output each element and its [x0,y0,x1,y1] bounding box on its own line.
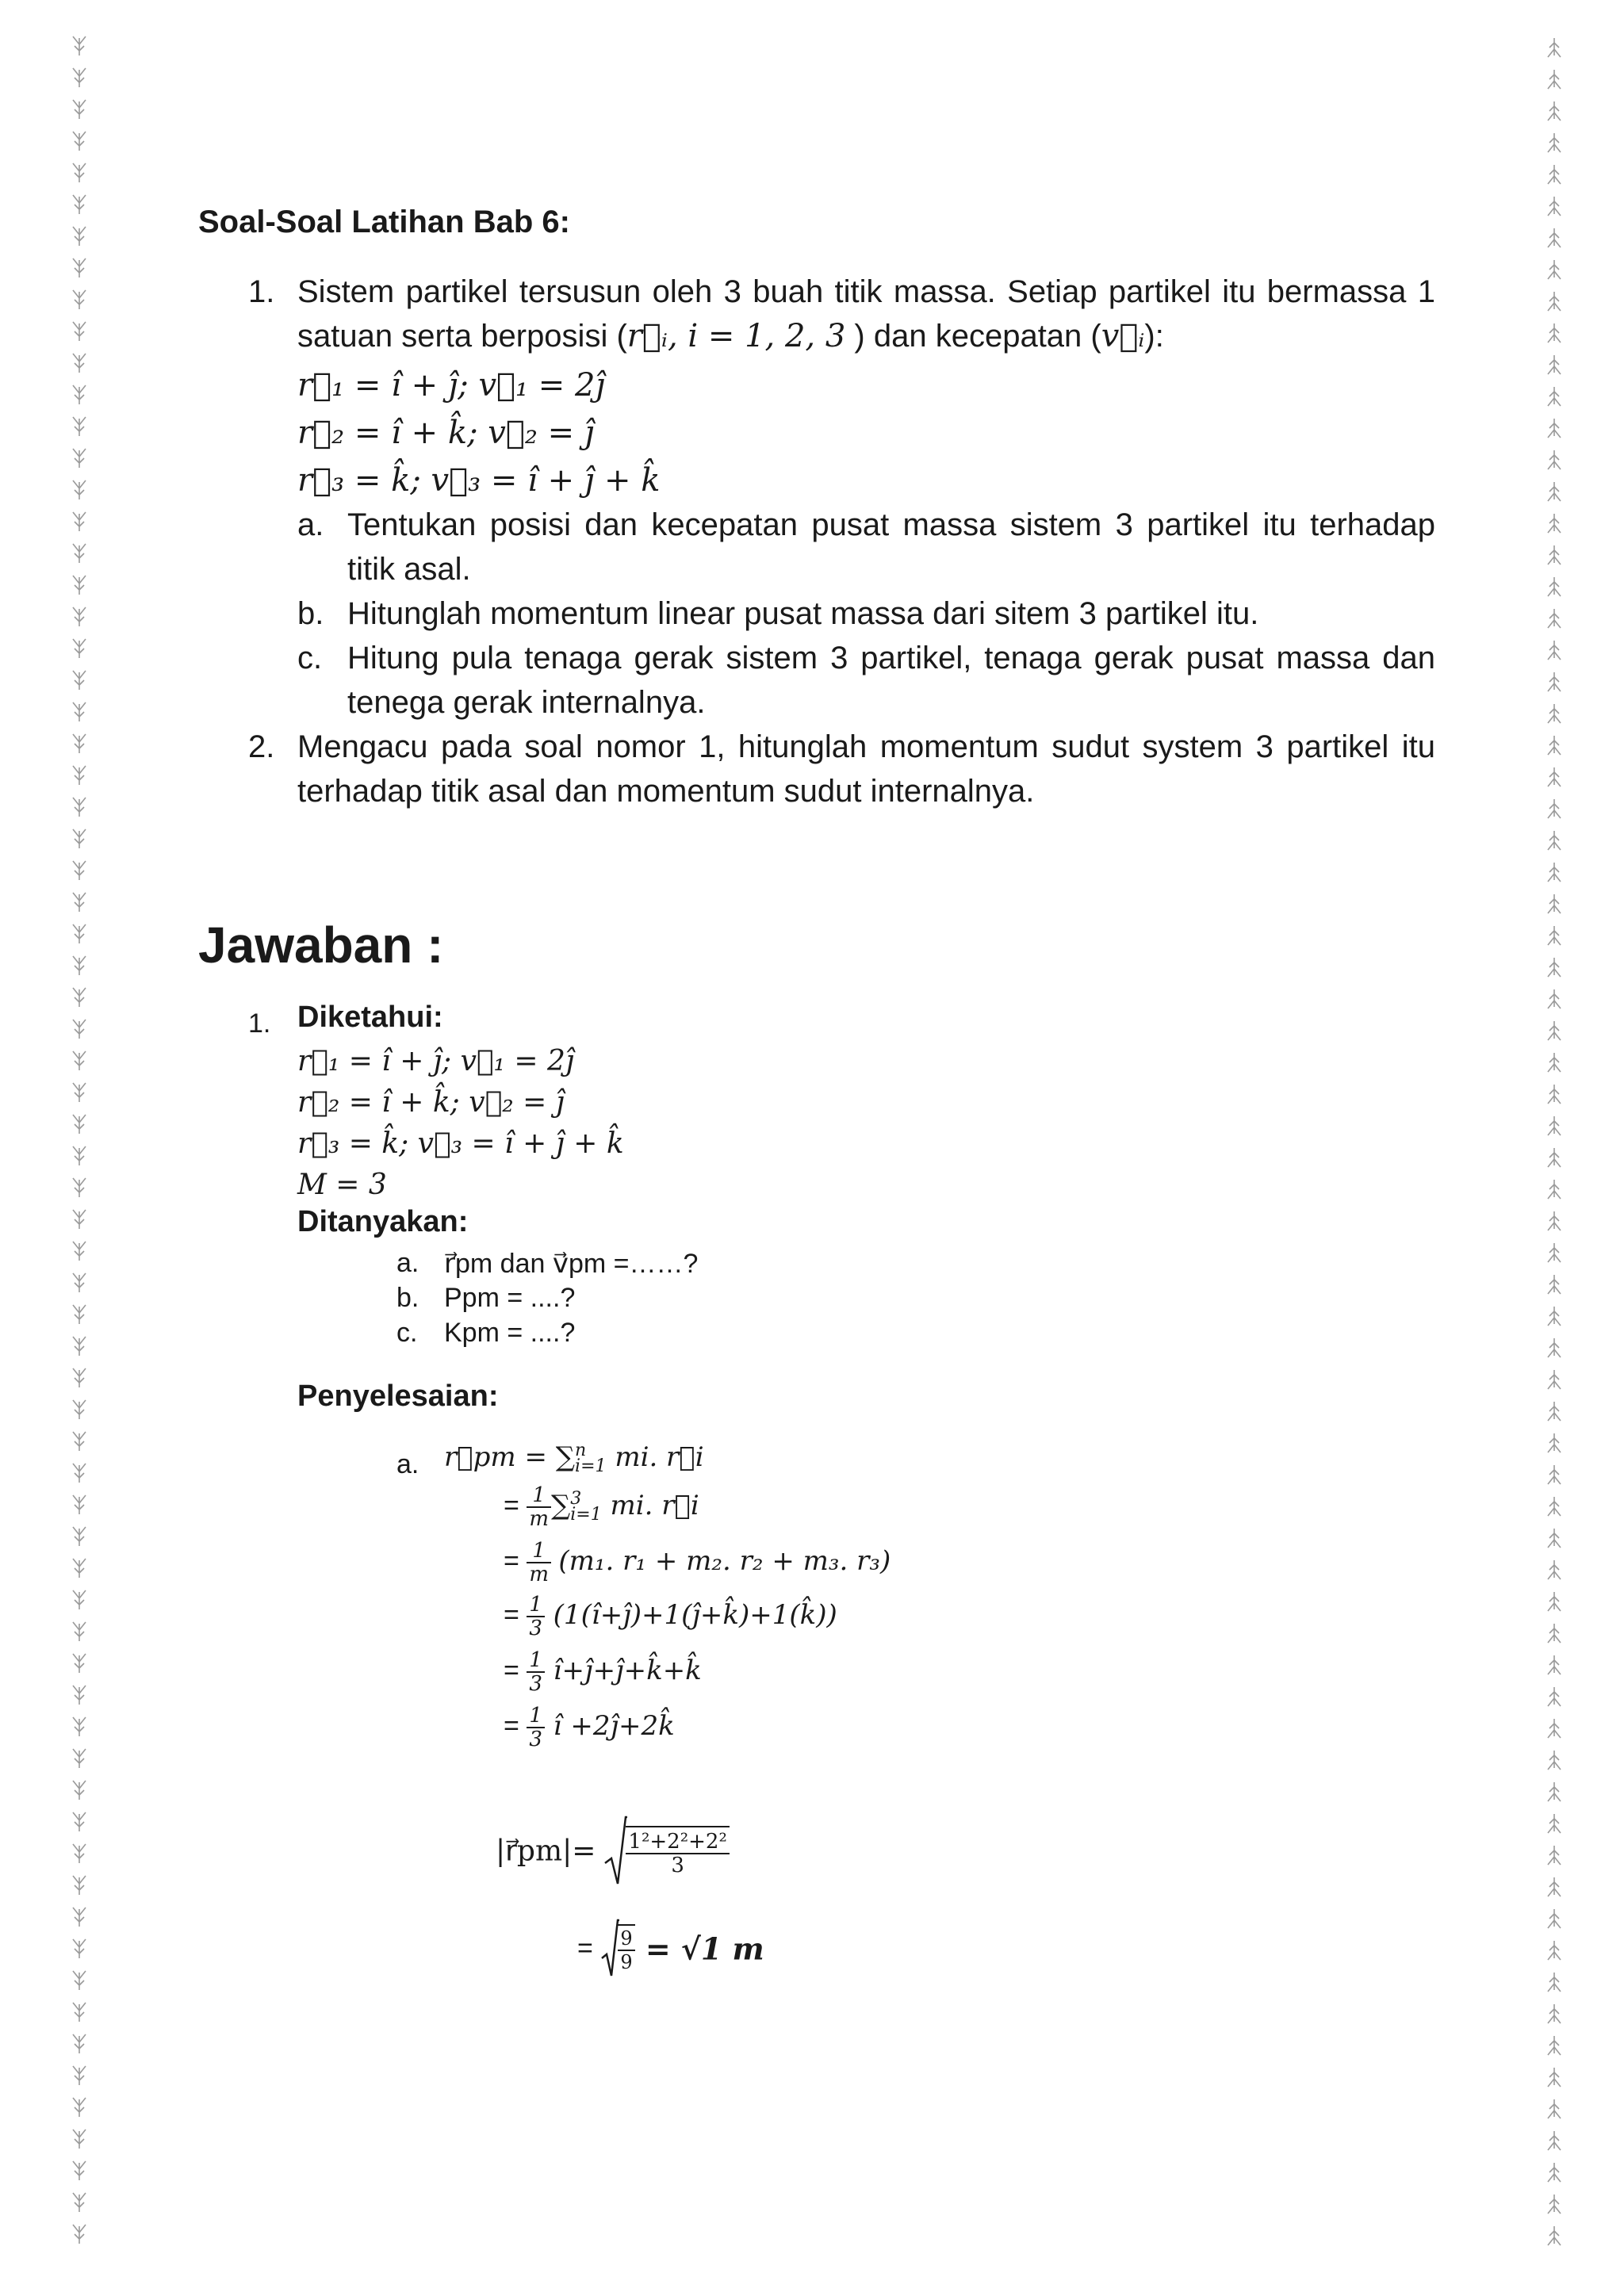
solution-step-5: = $\frac{1}{3}$ î+ĵ+ĵ+k̂+k̂ [504,1648,702,1696]
solution-step-2: = $\frac{1}{m}$ ∑ 3 i=1 mi. r⃗i [504,1483,699,1531]
list-item: r⃗pm dan v⃗pm =……? [444,1249,699,1279]
ornament-sprig-icon [73,1051,86,1070]
ornament-sprig-icon [1548,482,1561,501]
ornament-sprig-icon [73,1812,86,1831]
ornament-sprig-icon [1548,2068,1561,2087]
ornament-sprig-icon [1548,260,1561,279]
ornament-sprig-icon [73,576,86,595]
ornament-sprig-icon [1548,323,1561,342]
ornament-sprig-icon [1548,165,1561,184]
sqrt-icon [603,1816,627,1887]
ornament-sprig-icon [73,734,86,753]
ornament-sprig-icon [1548,863,1561,882]
ornament-sprig-icon [73,1559,86,1578]
ornament-sprig-icon [73,100,86,119]
ornament-sprig-icon [73,36,86,55]
ornament-sprig-icon [73,163,86,182]
ornament-sprig-icon [1548,894,1561,913]
ornament-sprig-icon [73,1876,86,1895]
ornament-sprig-icon [1548,1846,1561,1865]
sub-item-label-b: b. [297,596,324,631]
right-ornament-border [1538,32,1570,2264]
ornament-sprig-icon [73,956,86,975]
ornament-sprig-icon [1548,799,1561,818]
ornament-sprig-icon [73,1178,86,1197]
ornament-sprig-icon [73,1083,86,1102]
ornament-sprig-icon [1548,1973,1561,1992]
ornament-sprig-icon [73,68,86,87]
ornament-sprig-icon [1548,2004,1561,2023]
question-text-line2: terhadap titik asal dan momentum sudut internalnya. [297,774,1035,809]
equation-r3: r⃗₃ = k̂; v⃗₃ = î + ĵ + k̂ [297,462,661,499]
ornament-sprig-icon [1548,2226,1561,2245]
solution-step-4: = $\frac{1}{3}$ (1(î+ĵ)+1(ĵ+k̂)+1(k̂)) [504,1593,837,1640]
ornament-sprig-icon [1548,2131,1561,2150]
ornament-sprig-icon [73,195,86,214]
ornament-sprig-icon [73,1844,86,1863]
known-equation-2: r⃗₂ = î + k̂; v⃗₂ = ĵ [297,1086,565,1119]
ornament-sprig-icon [73,544,86,563]
ornament-sprig-icon [1548,767,1561,786]
exercise-heading: Soal-Soal Latihan Bab 6: [198,205,570,239]
ornament-sprig-icon [1548,641,1561,660]
magnitude-equation: |r⃗pm|= $\frac{\text{1²+2²+2²}}{3}$ [496,1816,730,1887]
ornament-sprig-icon [1548,1592,1561,1611]
ornament-sprig-icon [73,1908,86,1927]
ornament-sprig-icon [1548,736,1561,755]
ornament-sprig-icon [1548,1053,1561,1072]
ornament-sprig-icon [1548,1243,1561,1262]
sub-item-a-text-line2: titik asal. [347,552,471,587]
sub-item-c-text: Hitung pula tenaga gerak sistem 3 partikel, tenaga gerak pusat massa dan [347,641,1435,675]
question-number: 1. [248,274,275,309]
ornament-sprig-icon [1548,989,1561,1008]
ornament-sprig-icon [1548,292,1561,311]
solution-label: Penyelesaian: [297,1380,499,1413]
ornament-sprig-icon [1548,1687,1561,1706]
ornament-sprig-icon [1548,101,1561,121]
ornament-sprig-icon [1548,609,1561,628]
ornament-sprig-icon [1548,1497,1561,1516]
sub-item-label-a: a. [297,507,324,542]
ornament-sprig-icon [1548,1560,1561,1579]
ornament-sprig-icon [1548,672,1561,691]
ornament-sprig-icon [1548,704,1561,723]
ornament-sprig-icon [73,2161,86,2180]
ornament-sprig-icon [73,322,86,341]
ornament-sprig-icon [73,449,86,468]
ornament-sprig-icon [1548,1338,1561,1357]
known-equation-3: r⃗₃ = k̂; v⃗₃ = î + ĵ + k̂ [297,1127,624,1160]
ornament-sprig-icon [1548,2195,1561,2214]
ornament-sprig-icon [73,798,86,817]
ornament-sprig-icon [1548,926,1561,945]
sqrt-icon [600,1919,619,1979]
ornament-sprig-icon [73,1781,86,1800]
ornament-sprig-icon [73,1242,86,1261]
ornament-sprig-icon [73,480,86,499]
ornament-sprig-icon [73,829,86,848]
ornament-sprig-icon [73,1432,86,1451]
ornament-sprig-icon [73,671,86,690]
ornament-sprig-icon [1548,1814,1561,1833]
ornament-sprig-icon [73,1749,86,1768]
sub-item-c-text-line2: tenega gerak internalnya. [347,685,706,720]
answer-number: 1. [248,1008,271,1039]
ornament-sprig-icon [73,258,86,277]
ornament-sprig-icon [73,766,86,785]
solution-step-6: = $\frac{1}{3}$ î +2ĵ+2k̂ [504,1704,675,1751]
solution-item-label: a. [396,1449,419,1479]
ornament-sprig-icon [73,1939,86,1958]
ornament-sprig-icon [73,1337,86,1356]
ornament-sprig-icon [73,2003,86,2022]
equation-r1: r⃗₁ = î + ĵ; v⃗₁ = 2ĵ [297,367,605,404]
ornament-sprig-icon [73,2034,86,2053]
ornament-sprig-icon [73,893,86,912]
ornament-sprig-icon [1548,1211,1561,1230]
question-text-line2: satuan serta berposisi (r⃗ᵢ, i = 1, 2, 3 ) dan kecepatan (v⃗ᵢ): [297,318,1164,354]
ornament-sprig-icon [73,702,86,721]
ornament-sprig-icon [73,924,86,943]
ornament-sprig-icon [1548,133,1561,152]
list-item: Kpm = ....? [444,1318,576,1348]
ornament-sprig-icon [1548,1307,1561,1326]
list-item-label: a. [396,1248,419,1278]
answer-heading: Jawaban : [198,916,444,974]
ornament-sprig-icon [1548,1275,1561,1294]
known-total-mass: M = 3 [297,1169,387,1201]
ornament-sprig-icon [73,1146,86,1165]
ornament-sprig-icon [73,227,86,246]
ornament-sprig-icon [73,1210,86,1229]
ornament-sprig-icon [73,1717,86,1736]
ornament-sprig-icon [1548,1624,1561,1643]
ornament-sprig-icon [1548,958,1561,977]
ornament-sprig-icon [73,417,86,436]
ornament-sprig-icon [73,1590,86,1609]
ornament-sprig-icon [1548,1148,1561,1167]
left-ornament-border [63,32,95,2264]
ornament-sprig-icon [1548,1909,1561,1928]
magnitude-result: = $\frac{9}{9}$ = √1 m [577,1919,764,1979]
left-ornament-icon [63,32,95,2264]
ornament-sprig-icon [73,607,86,626]
ornament-sprig-icon [1548,1370,1561,1389]
ornament-sprig-icon [1548,1655,1561,1674]
ornament-sprig-icon [1548,419,1561,438]
solution-step-1: r⃗pm = ∑ n i=1 mi. r⃗i [444,1441,704,1477]
ornament-sprig-icon [1548,1529,1561,1548]
ornament-sprig-icon [73,2193,86,2212]
ornament-sprig-icon [1548,450,1561,469]
ornament-sprig-icon [1548,1941,1561,1960]
ornament-sprig-icon [1548,1116,1561,1135]
ornament-sprig-icon [73,1971,86,1990]
asked-label: Ditanyakan: [297,1205,469,1238]
question-text: Sistem partikel tersusun oleh 3 buah titik massa. Setiap partikel itu bermassa 1 [297,274,1435,309]
ornament-sprig-icon [1548,355,1561,374]
ornament-sprig-icon [73,1368,86,1387]
ornament-sprig-icon [1548,545,1561,564]
ornament-sprig-icon [73,1464,86,1483]
ornament-sprig-icon [73,1495,86,1514]
ornament-sprig-icon [1548,514,1561,533]
ornament-sprig-icon [73,639,86,658]
ornament-sprig-icon [1548,1085,1561,1104]
sub-item-b-text: Hitunglah momentum linear pusat massa dari sitem 3 partikel itu. [347,596,1259,631]
ornament-sprig-icon [73,290,86,309]
ornament-sprig-icon [73,1622,86,1641]
ornament-sprig-icon [73,2225,86,2244]
ornament-sprig-icon [1548,1021,1561,1040]
equation-r2: r⃗₂ = î + k̂; v⃗₂ = ĵ [297,415,595,451]
ornament-sprig-icon [73,988,86,1007]
ornament-sprig-icon [1548,831,1561,850]
ornament-sprig-icon [1548,228,1561,247]
ornament-sprig-icon [73,354,86,373]
ornament-sprig-icon [73,1686,86,1705]
ornament-sprig-icon [1548,2163,1561,2182]
ornament-sprig-icon [1548,387,1561,406]
ornament-sprig-icon [73,1400,86,1419]
ornament-sprig-icon [73,1527,86,1546]
list-item-label: b. [396,1283,419,1313]
list-item-label: c. [396,1318,418,1348]
ornament-sprig-icon [73,1273,86,1292]
ornament-sprig-icon [1548,1180,1561,1199]
ornament-sprig-icon [73,1305,86,1324]
ornament-sprig-icon [1548,1465,1561,1484]
ornament-sprig-icon [1548,2036,1561,2055]
question-text: Mengacu pada soal nomor 1, hitunglah momentum sudut system 3 partikel itu [297,729,1435,764]
ornament-sprig-icon [1548,197,1561,216]
ornament-sprig-icon [1548,70,1561,89]
ornament-sprig-icon [1548,1751,1561,1770]
sub-item-label-c: c. [297,641,323,675]
ornament-sprig-icon [73,1654,86,1673]
ornament-sprig-icon [73,1115,86,1134]
ornament-sprig-icon [73,2130,86,2149]
ornament-sprig-icon [1548,1877,1561,1896]
sub-item-a-text: Tentukan posisi dan kecepatan pusat massa sistem 3 partikel itu terhadap [347,507,1435,542]
ornament-sprig-icon [73,132,86,151]
known-equation-1: r⃗₁ = î + ĵ; v⃗₁ = 2ĵ [297,1045,575,1077]
ornament-sprig-icon [1548,1433,1561,1452]
solution-step-3: = $\frac{1}{m}$ (m₁. r₁ + m₂. r₂ + m₃. r₃) [504,1539,891,1586]
ornament-sprig-icon [73,512,86,531]
ornament-sprig-icon [1548,1782,1561,1801]
right-ornament-icon [1538,32,1570,2264]
known-label: Diketahui: [297,1001,443,1034]
ornament-sprig-icon [1548,1402,1561,1421]
ornament-sprig-icon [73,1020,86,1039]
ornament-sprig-icon [73,861,86,880]
ornament-sprig-icon [1548,38,1561,57]
ornament-sprig-icon [73,2098,86,2117]
list-item: Ppm = ....? [444,1283,576,1313]
question-number: 2. [248,729,275,764]
ornament-sprig-icon [1548,2099,1561,2118]
ornament-sprig-icon [1548,577,1561,596]
ornament-sprig-icon [73,385,86,404]
ornament-sprig-icon [1548,1719,1561,1738]
ornament-sprig-icon [73,2066,86,2085]
